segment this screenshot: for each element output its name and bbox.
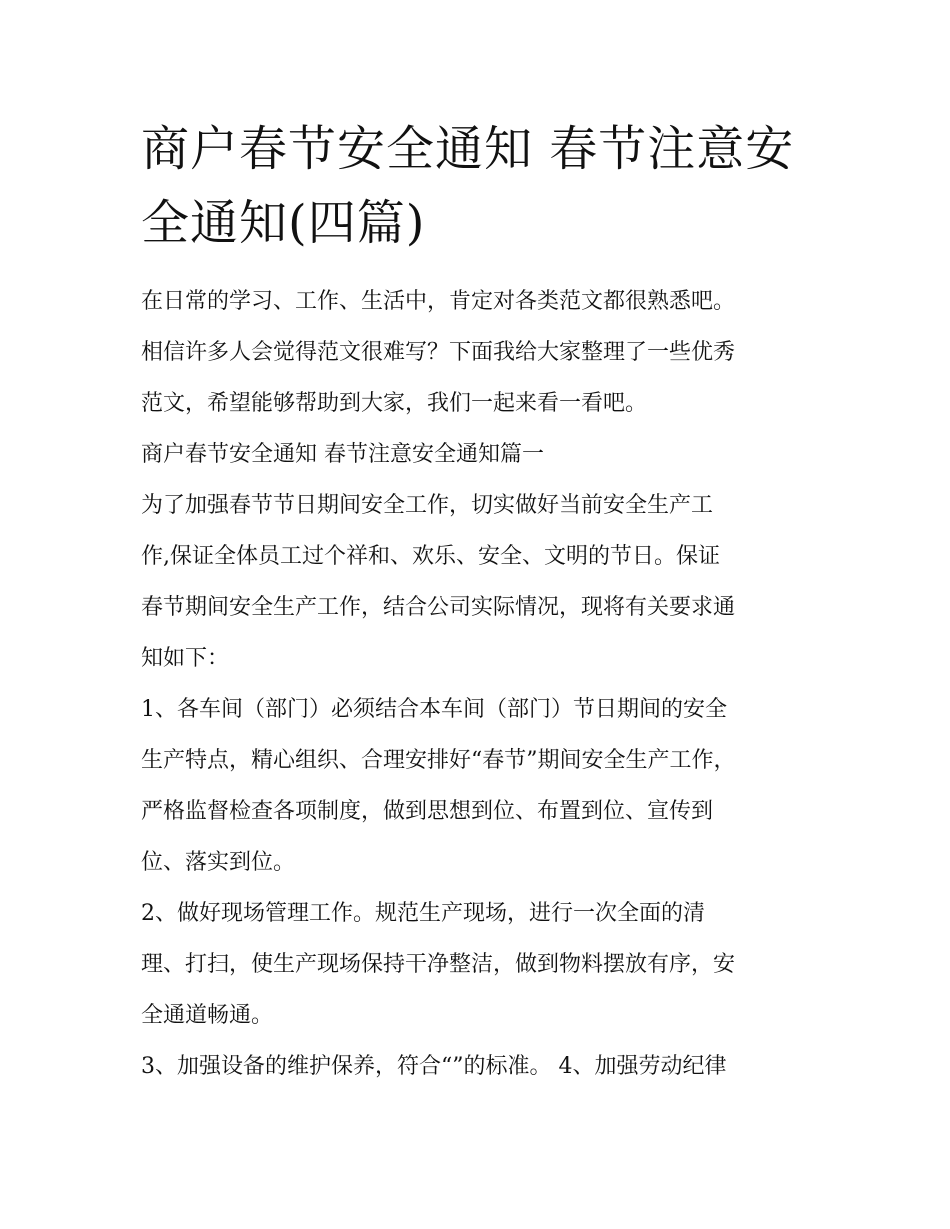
text-line: 理、打扫，使生产现场保持干净整洁，做到物料摆放有序，安	[141, 952, 736, 977]
text-line: 范文，希望能够帮助到大家，我们一起来看一看吧。	[141, 391, 648, 416]
text-line: 作,保证全体员工过个祥和、欢乐、安全、文明的节日。保证	[141, 544, 720, 569]
text-line: 为了加强春节节日期间安全工作，切实做好当前安全生产工	[141, 493, 714, 518]
list-item-2	[141, 888, 831, 1041]
document-title	[141, 112, 831, 260]
title-line: 商户春节安全通知 春节注意安	[141, 121, 795, 177]
text-line: 相信许多人会觉得范文很难写？下面我给大家整理了一些优秀	[141, 340, 736, 365]
text-line: 位、落实到位。	[141, 850, 296, 875]
list-item-1	[141, 684, 831, 888]
title-line: 全通知(四篇)	[141, 195, 426, 251]
body-paragraph	[141, 480, 831, 684]
text-line: 3、加强设备的维护保养，符合“”的标准。 4、加强劳动纪律	[141, 1054, 727, 1079]
text-line: 2、做好现场管理工作。规范生产现场，进行一次全面的清	[141, 901, 705, 926]
text-line: 生产特点，精心组织、合理安排好“春节”期间安全生产工作，	[141, 748, 736, 773]
text-line: 在日常的学习、工作、生活中，肯定对各类范文都很熟悉吧。	[141, 289, 736, 314]
text-line: 1、各车间（部门）必须结合本车间（部门）节日期间的安全	[141, 697, 727, 722]
text-line: 全通道畅通。	[141, 1003, 274, 1028]
section-heading	[141, 429, 831, 480]
list-item-3	[141, 1041, 831, 1092]
text-line: 知如下：	[141, 646, 230, 671]
text-line: 商户春节安全通知 春节注意安全通知篇一	[141, 442, 544, 467]
intro-paragraph	[141, 276, 831, 429]
text-line: 春节期间安全生产工作，结合公司实际情况，现将有关要求通	[141, 595, 736, 620]
document-body	[141, 276, 831, 1092]
text-line: 严格监督检查各项制度，做到思想到位、布置到位、宣传到	[141, 799, 714, 824]
